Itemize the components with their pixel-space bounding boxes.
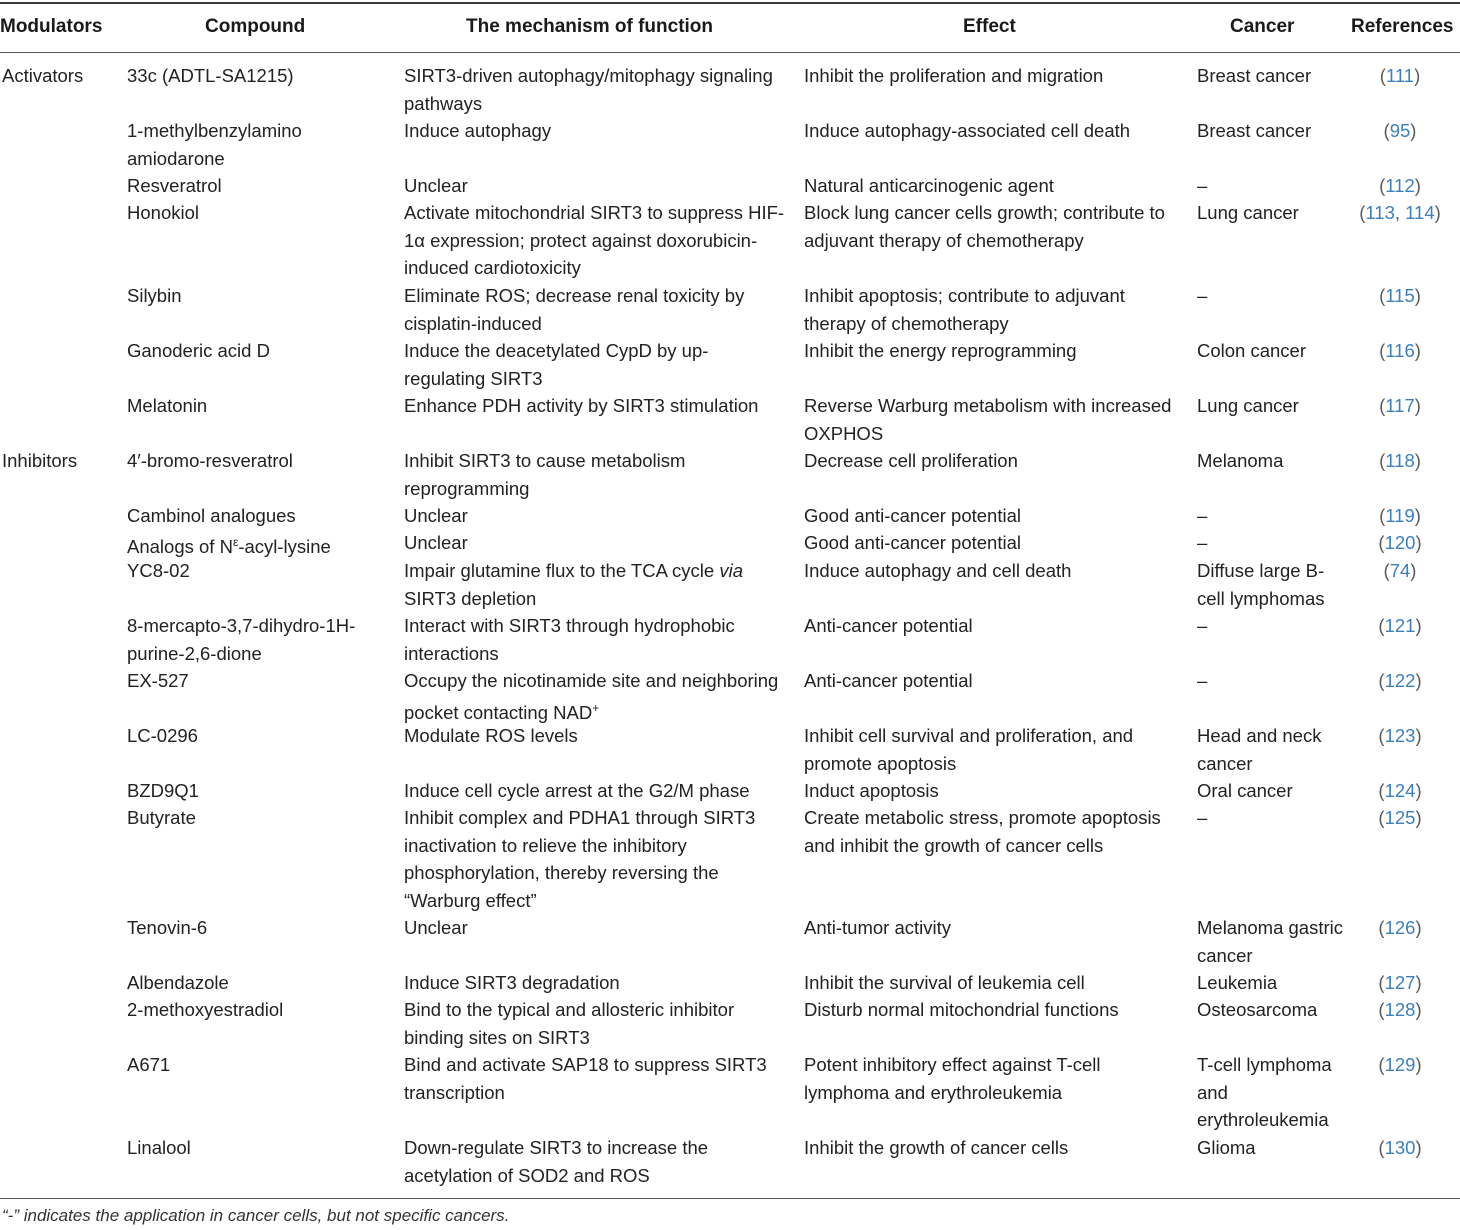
mechanism-cell: Impair glutamine flux to the TCA cycle via SIRT3 depletion [404, 560, 743, 609]
reference-cell: (125) [1378, 807, 1422, 828]
compound-cell: LC-0296 [127, 725, 198, 746]
mechanism-cell: Interact with SIRT3 through hydrophobic interactions [404, 615, 735, 664]
mechanism-cell: Unclear [404, 175, 468, 196]
header-compound: Compound [205, 16, 306, 37]
bottom-rule [0, 1198, 1460, 1199]
compound-cell: BZD9Q1 [127, 780, 199, 801]
cancer-cell: Diffuse large B-cell lymphomas [1197, 560, 1325, 609]
reference-cell: (111) [1379, 65, 1421, 86]
mechanism-cell: Induce autophagy [404, 120, 552, 141]
compound-cell: Albendazole [127, 972, 229, 993]
reference-cell: (127) [1378, 972, 1422, 993]
effect-cell: Induce autophagy-associated cell death [804, 120, 1131, 141]
cancer-cell: Leukemia [1197, 972, 1278, 993]
effect-cell: Disturb normal mitochondrial functions [804, 999, 1119, 1020]
compound-cell: Honokiol [127, 202, 199, 223]
reference-cell: (74) [1383, 560, 1417, 581]
reference-cell: (126) [1378, 917, 1422, 938]
effect-cell: Anti-cancer potential [804, 670, 973, 691]
compound-cell: 8-mercapto-3,7-dihydro-1H-purine-2,6-dione [127, 615, 356, 664]
cancer-cell: Melanoma [1197, 450, 1284, 471]
effect-cell: Inhibit the growth of cancer cells [804, 1137, 1069, 1158]
compound-cell: Analogs of $N^\varepsilon-acyl$-lysine [127, 535, 331, 558]
effect-cell: Inhibit the survival of leukemia cell [804, 972, 1085, 993]
mechanism-cell: Enhance PDH activity by SIRT3 stimulation [404, 395, 759, 416]
effect-cell: Anti-tumor activity [804, 917, 952, 938]
reference-cell: (117) [1379, 395, 1421, 416]
compound-cell: Melatonin [127, 395, 208, 416]
mechanism-cell: Inhibit complex and PDHA1 through SIRT3 inactivation to relieve the inhibitory phosphorylation, thereby reversing the “Warburg effect” [404, 807, 756, 911]
cancer-cell: Osteosarcoma [1197, 999, 1318, 1020]
cancer-cell: Glioma [1197, 1137, 1256, 1158]
effect-cell: Good anti-cancer potential [804, 532, 1021, 553]
cancer-cell: Lung cancer [1197, 202, 1299, 223]
reference-cell: (119) [1379, 505, 1421, 526]
reference-cell: (113, 114) [1359, 202, 1441, 223]
table-footnote: “-” indicates the application in cancer cells, but not specific cancers. [2, 1206, 510, 1225]
cancer-cell: – [1197, 807, 1208, 828]
reference-cell: (118) [1379, 450, 1421, 471]
mechanism-cell: Inhibit SIRT3 to cause metabolism reprogramming [404, 450, 686, 499]
compound-cell: Butyrate [127, 807, 196, 828]
cancer-cell: – [1197, 175, 1208, 196]
mechanism-cell: Down-regulate SIRT3 to increase the acetylation of SOD2 and ROS [404, 1137, 709, 1186]
cancer-cell: – [1197, 532, 1208, 553]
header-rule [0, 52, 1460, 53]
header-mechanism: The mechanism of function [466, 16, 714, 37]
compound-cell: YC8-02 [127, 560, 190, 581]
effect-cell: Inhibit the energy reprogramming [804, 340, 1077, 361]
effect-cell: Induct apoptosis [804, 780, 939, 801]
reference-cell: (112) [1379, 175, 1421, 196]
header-modulators: Modulators [0, 16, 103, 37]
mechanism-cell: SIRT3-driven autophagy/mitophagy signaling pathways [404, 65, 773, 114]
effect-cell: Reverse Warburg metabolism with increased OXPHOS [804, 395, 1172, 444]
mechanism-cell: Induce SIRT3 degradation [404, 972, 620, 993]
effect-cell: Good anti-cancer potential [804, 505, 1021, 526]
reference-cell: (116) [1379, 340, 1421, 361]
compound-cell: Linalool [127, 1137, 191, 1158]
cancer-cell: Breast cancer [1197, 65, 1312, 86]
compound-cell: A671 [127, 1054, 171, 1075]
compound-cell: Tenovin-6 [127, 917, 208, 938]
header-references: References [1351, 16, 1454, 37]
reference-cell: (128) [1378, 999, 1422, 1020]
mechanism-cell: Activate mitochondrial SIRT3 to suppress HIF-1α expression; protect against doxorubicin-induced cardiotoxicity [404, 202, 785, 278]
modulator-cell: Inhibitors [2, 450, 78, 471]
reference-cell: (122) [1378, 670, 1422, 691]
effect-cell: Inhibit apoptosis; contribute to adjuvant therapy of chemotherapy [804, 285, 1125, 334]
compound-cell: 2-methoxyestradiol [127, 999, 284, 1020]
compound-cell: Silybin [127, 285, 182, 306]
compound-cell: Cambinol analogues [127, 505, 296, 526]
effect-cell: Anti-cancer potential [804, 615, 973, 636]
effect-cell: Potent inhibitory effect against T-cell lymphoma and erythroleukemia [804, 1054, 1101, 1103]
mechanism-cell: Bind to the typical and allosteric inhibitor binding sites on SIRT3 [404, 999, 735, 1048]
reference-cell: (121) [1378, 615, 1422, 636]
cancer-cell: T-cell lymphoma and erythroleukemia [1197, 1054, 1332, 1130]
effect-cell: Create metabolic stress, promote apoptosis and inhibit the growth of cancer cells [804, 807, 1161, 856]
reference-cell: (124) [1378, 780, 1422, 801]
cancer-cell: – [1197, 615, 1208, 636]
reference-cell: (115) [1379, 285, 1421, 306]
cancer-cell: Breast cancer [1197, 120, 1312, 141]
cancer-cell: – [1197, 670, 1208, 691]
effect-cell: Decrease cell proliferation [804, 450, 1018, 471]
header-cancer: Cancer [1230, 16, 1295, 37]
reference-cell: (95) [1383, 120, 1417, 141]
effect-cell: Inhibit cell survival and proliferation, and promote apoptosis [804, 725, 1134, 774]
effect-cell: Block lung cancer cells growth; contribute to adjuvant therapy of chemotherapy [804, 202, 1165, 251]
cancer-cell: Melanoma gastric cancer [1197, 917, 1344, 966]
effect-cell: Induce autophagy and cell death [804, 560, 1072, 581]
reference-cell: (123) [1378, 725, 1422, 746]
compound-cell: 4′-bromo-resveratrol [127, 450, 293, 471]
cancer-cell: Colon cancer [1197, 340, 1307, 361]
cancer-cell: Head and neck cancer [1197, 725, 1322, 774]
mechanism-cell: Unclear [404, 505, 468, 526]
cancer-cell: Lung cancer [1197, 395, 1299, 416]
reference-cell: (120) [1378, 532, 1422, 553]
cancer-cell: – [1197, 285, 1208, 306]
compound-cell: Resveratrol [127, 175, 222, 196]
compound-cell: EX-527 [127, 670, 189, 691]
compound-cell: Ganoderic acid D [127, 340, 270, 361]
compound-cell: 1-methylbenzylamino amiodarone [127, 120, 302, 169]
mechanism-cell: Unclear [404, 917, 468, 938]
effect-cell: Inhibit the proliferation and migration [804, 65, 1104, 86]
top-rule [0, 2, 1460, 4]
header-effect: Effect [963, 16, 1016, 37]
compound-cell: 33c (ADTL-SA1215) [127, 65, 294, 86]
effect-cell: Natural anticarcinogenic agent [804, 175, 1054, 196]
mechanism-cell: Unclear [404, 532, 468, 553]
mechanism-cell: Occupy the nicotinamide site and neighboring pocket contacting NAD+ [404, 670, 779, 723]
mechanism-cell: Bind and activate SAP18 to suppress SIRT3 transcription [404, 1054, 767, 1103]
reference-cell: (129) [1378, 1054, 1422, 1075]
mechanism-cell: Induce the deacetylated CypD by up-regulating SIRT3 [404, 340, 709, 389]
mechanism-cell: Modulate ROS levels [404, 725, 578, 746]
mechanism-cell: Eliminate ROS; decrease renal toxicity by cisplatin-induced [404, 285, 745, 334]
mechanism-cell: Induce cell cycle arrest at the G2/M phase [404, 780, 750, 801]
cancer-cell: – [1197, 505, 1208, 526]
reference-cell: (130) [1378, 1137, 1422, 1158]
modulator-cell: Activators [2, 65, 84, 86]
cancer-cell: Oral cancer [1197, 780, 1293, 801]
